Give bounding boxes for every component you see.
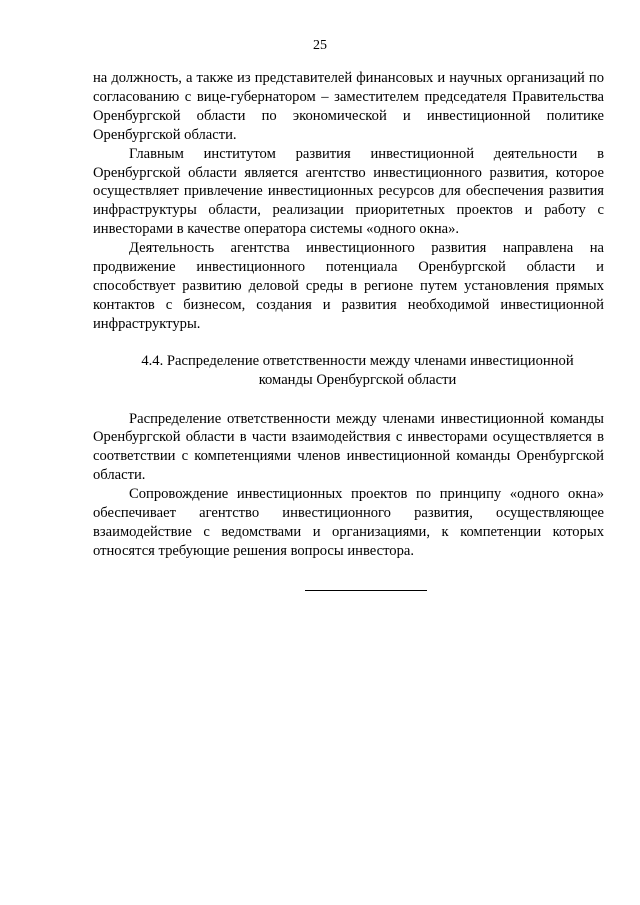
paragraph-continuation: на должность, а также из представителей финансовых и научных организаций по согласованию с вице-губернатором – заместителем председателя Правительства Оренбургской области по экономической и инвестиционной политике Оренбургской области.: [93, 70, 604, 143]
end-separator-line: [305, 590, 427, 591]
paragraph-agency-activity: Деятельность агентства инвестиционного развития направлена на продвижение инвестиционного потенциала Оренбургской области и способствует развитию деловой среды в регионе путем установления прямых контактов с бизнесом, создания и развития необходимой инвестиционной инфраструктуры.: [93, 240, 604, 332]
section-heading-line-2: команды Оренбургской области: [258, 371, 457, 388]
document-body: [93, 69, 604, 561]
paragraph-responsibility-distribution: Распределение ответственности между членами инвестиционной команды Оренбургской области в части взаимодействия с инвесторами осуществляется в соответствии с компетенциями членов инвестиционной команды Оренбургской области.: [93, 410, 604, 484]
section-heading-line-1: 4.4. Распределение ответственности между членами инвестиционной: [141, 352, 574, 369]
page-number: 25: [313, 38, 327, 53]
paragraph-one-window-support: Сопровождение инвестиционных проектов по принципу «одного окна» обеспечивает агентство инвестиционного развития, осуществляющее взаимодействие с ведомствами и организациями, к компетенции которых относятся требующие решения вопросы инвестора.: [93, 486, 604, 559]
section-heading: [93, 352, 604, 390]
paragraph-main-institute: Главным институтом развития инвестиционной деятельности в Оренбургской области является агентство инвестиционного развития, которое осуществляет привлечение инвестиционных ресурсов для обеспечения развития инфраструктуры области, реализации приоритетных проектов и работу с инвесторами в качестве оператора системы «одного окна».: [93, 145, 604, 238]
